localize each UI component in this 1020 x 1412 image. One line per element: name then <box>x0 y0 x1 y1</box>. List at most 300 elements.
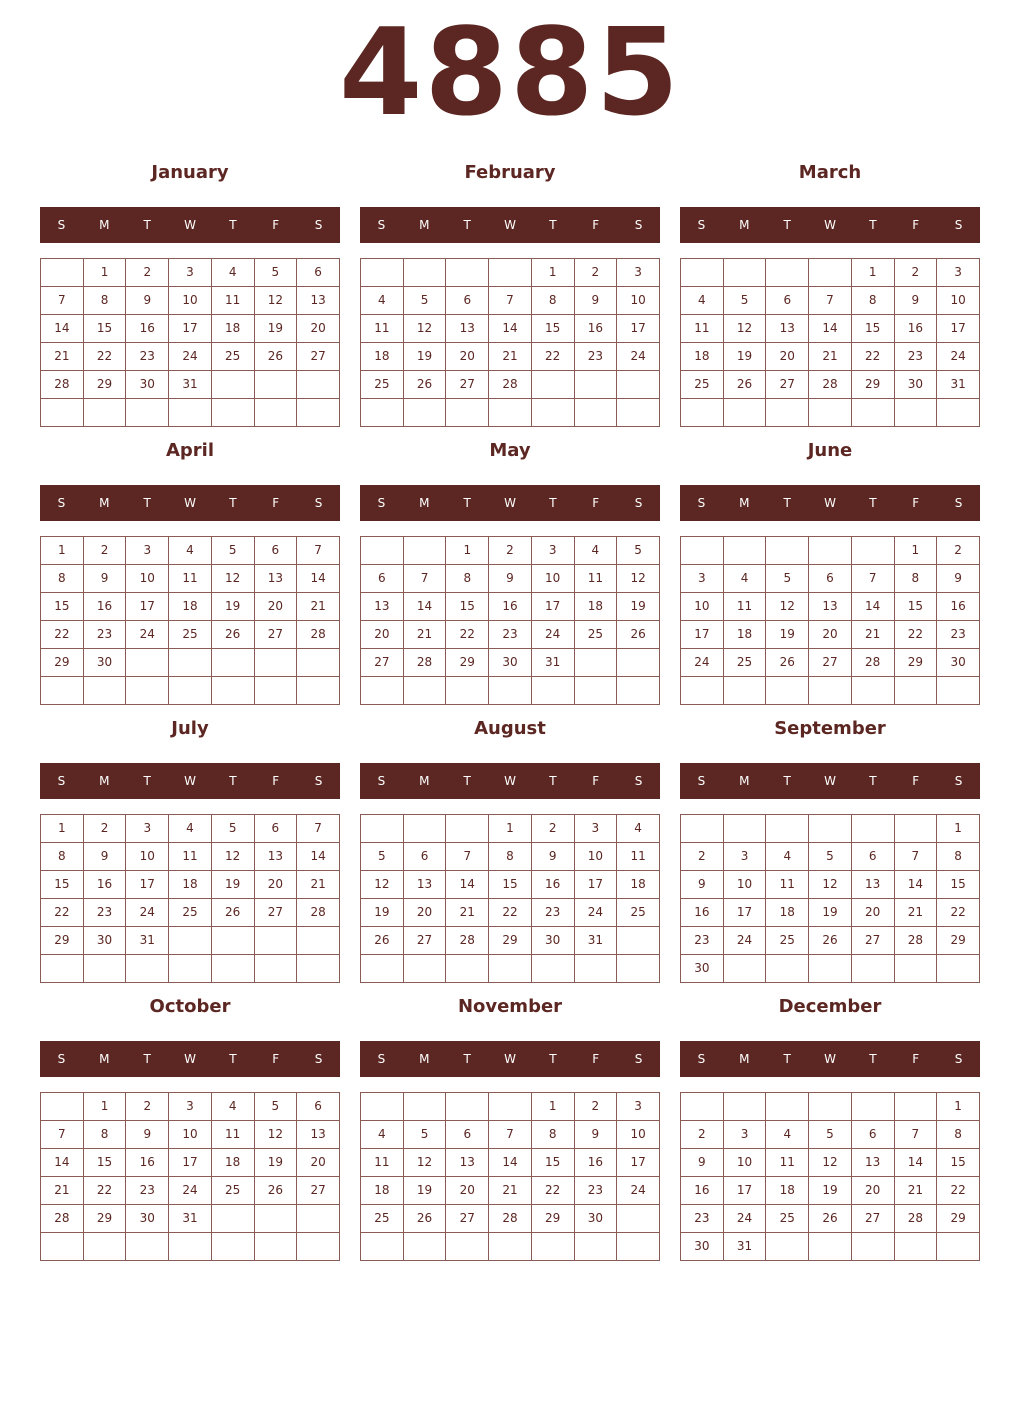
day-cell <box>41 677 84 705</box>
day-cell: 21 <box>851 621 894 649</box>
day-cell: 1 <box>851 259 894 287</box>
day-cell <box>297 371 340 399</box>
day-cell: 1 <box>894 537 937 565</box>
day-cell <box>83 677 126 705</box>
week-row <box>681 899 980 927</box>
day-cell: 23 <box>126 1177 169 1205</box>
day-cell: 28 <box>446 927 489 955</box>
weekday-label: T <box>143 1052 151 1066</box>
week-row <box>41 1093 340 1121</box>
month-april <box>40 438 340 708</box>
day-cell: 23 <box>681 927 724 955</box>
day-cell: 29 <box>83 1205 126 1233</box>
day-cell: 7 <box>297 537 340 565</box>
day-cell: 12 <box>211 565 254 593</box>
day-cell <box>297 927 340 955</box>
day-cell <box>254 371 297 399</box>
day-cell <box>894 677 937 705</box>
day-cell <box>254 649 297 677</box>
day-cell: 31 <box>723 1233 766 1261</box>
weekday-label: S <box>57 1052 66 1066</box>
day-cell: 24 <box>126 899 169 927</box>
day-cell: 2 <box>531 815 574 843</box>
weekday-header <box>360 485 660 521</box>
weekday-label: F <box>272 496 280 510</box>
day-cell <box>851 399 894 427</box>
day-cell: 5 <box>403 1121 446 1149</box>
day-grid <box>360 536 660 705</box>
year-title: 4885 <box>339 4 681 143</box>
day-cell: 19 <box>809 1177 852 1205</box>
week-row <box>41 1233 340 1261</box>
day-cell: 5 <box>254 1093 297 1121</box>
day-cell: 16 <box>126 1149 169 1177</box>
day-cell: 15 <box>937 1149 980 1177</box>
week-row <box>361 1121 660 1149</box>
day-cell: 25 <box>169 621 212 649</box>
weekday-label: T <box>143 496 151 510</box>
day-cell: 14 <box>41 315 84 343</box>
day-cell: 3 <box>937 259 980 287</box>
day-cell <box>809 1233 852 1261</box>
day-cell: 16 <box>681 899 724 927</box>
weekday-label: S <box>377 218 386 232</box>
day-cell: 15 <box>489 871 532 899</box>
day-cell <box>681 399 724 427</box>
day-cell <box>617 371 660 399</box>
day-cell <box>83 955 126 983</box>
day-cell: 24 <box>681 649 724 677</box>
day-cell: 15 <box>83 315 126 343</box>
day-cell: 17 <box>681 621 724 649</box>
day-cell: 27 <box>403 927 446 955</box>
day-cell: 8 <box>446 565 489 593</box>
day-cell: 11 <box>361 315 404 343</box>
day-cell: 17 <box>126 871 169 899</box>
weekday-label: S <box>57 774 66 788</box>
day-cell <box>723 677 766 705</box>
day-grid <box>360 258 660 427</box>
day-cell: 5 <box>211 815 254 843</box>
day-grid <box>360 1092 660 1261</box>
weekday-label: F <box>592 774 600 788</box>
day-cell <box>446 259 489 287</box>
day-cell: 8 <box>937 1121 980 1149</box>
week-row <box>41 843 340 871</box>
day-cell: 16 <box>531 871 574 899</box>
day-cell: 30 <box>574 1205 617 1233</box>
day-cell <box>851 815 894 843</box>
day-cell: 17 <box>574 871 617 899</box>
day-cell: 24 <box>169 343 212 371</box>
weekday-label: F <box>272 218 280 232</box>
week-row <box>361 621 660 649</box>
weekday-label: S <box>697 774 706 788</box>
day-cell: 26 <box>617 621 660 649</box>
day-cell: 2 <box>681 1121 724 1149</box>
day-cell <box>41 1093 84 1121</box>
day-cell <box>851 537 894 565</box>
week-row <box>361 399 660 427</box>
day-cell <box>403 537 446 565</box>
day-cell: 2 <box>574 259 617 287</box>
day-cell: 30 <box>126 371 169 399</box>
day-cell: 2 <box>894 259 937 287</box>
day-cell <box>617 955 660 983</box>
day-cell <box>361 399 404 427</box>
day-cell: 30 <box>531 927 574 955</box>
day-grid <box>40 258 340 427</box>
day-cell: 3 <box>126 537 169 565</box>
day-cell <box>617 1205 660 1233</box>
day-cell: 10 <box>723 871 766 899</box>
day-cell <box>574 1233 617 1261</box>
day-cell: 2 <box>574 1093 617 1121</box>
day-cell <box>297 1205 340 1233</box>
weekday-label: T <box>783 218 791 232</box>
day-cell: 21 <box>489 1177 532 1205</box>
day-cell: 7 <box>41 287 84 315</box>
day-cell <box>531 371 574 399</box>
day-cell <box>211 927 254 955</box>
day-cell: 13 <box>446 1149 489 1177</box>
day-cell: 18 <box>766 1177 809 1205</box>
day-cell: 6 <box>254 815 297 843</box>
day-cell <box>211 1233 254 1261</box>
day-cell: 16 <box>83 871 126 899</box>
day-cell: 10 <box>937 287 980 315</box>
day-cell: 1 <box>937 1093 980 1121</box>
weekday-label: S <box>377 774 386 788</box>
weekday-label: T <box>229 496 237 510</box>
month-name: February <box>464 162 556 183</box>
day-cell: 21 <box>809 343 852 371</box>
weekday-label: M <box>419 218 430 232</box>
day-cell: 16 <box>489 593 532 621</box>
day-cell <box>403 259 446 287</box>
weekday-header <box>40 207 340 243</box>
day-cell: 26 <box>723 371 766 399</box>
month-january <box>40 160 340 430</box>
day-cell <box>361 1233 404 1261</box>
week-row <box>41 287 340 315</box>
day-cell: 24 <box>723 1205 766 1233</box>
day-cell: 15 <box>41 593 84 621</box>
weekday-label: F <box>592 496 600 510</box>
day-cell: 29 <box>851 371 894 399</box>
weekday-label: W <box>504 1052 516 1066</box>
day-cell: 13 <box>254 565 297 593</box>
day-cell: 29 <box>446 649 489 677</box>
day-cell: 28 <box>489 1205 532 1233</box>
day-cell <box>617 927 660 955</box>
day-cell: 24 <box>126 621 169 649</box>
day-cell: 20 <box>297 1149 340 1177</box>
week-row <box>41 1177 340 1205</box>
day-cell: 22 <box>83 1177 126 1205</box>
day-cell: 14 <box>297 843 340 871</box>
day-cell <box>681 537 724 565</box>
week-row <box>681 593 980 621</box>
month-november <box>360 994 660 1264</box>
day-cell: 21 <box>403 621 446 649</box>
day-cell: 2 <box>83 537 126 565</box>
week-row <box>361 1093 660 1121</box>
weekday-label: S <box>314 774 323 788</box>
day-cell: 4 <box>361 287 404 315</box>
weekday-label: S <box>697 1052 706 1066</box>
week-row <box>681 1205 980 1233</box>
day-cell: 25 <box>169 899 212 927</box>
weekday-label: W <box>504 218 516 232</box>
day-cell: 6 <box>766 287 809 315</box>
day-cell: 17 <box>169 1149 212 1177</box>
day-cell <box>851 955 894 983</box>
day-cell: 28 <box>894 927 937 955</box>
day-cell <box>489 1093 532 1121</box>
weekday-header <box>360 207 660 243</box>
day-cell <box>894 1093 937 1121</box>
day-cell: 26 <box>403 371 446 399</box>
day-cell: 29 <box>41 649 84 677</box>
day-cell: 9 <box>83 843 126 871</box>
week-row <box>41 927 340 955</box>
day-grid <box>40 814 340 983</box>
day-cell: 18 <box>766 899 809 927</box>
month-name: May <box>489 440 531 461</box>
week-row <box>681 315 980 343</box>
week-row <box>681 649 980 677</box>
week-row <box>681 565 980 593</box>
day-cell: 7 <box>489 287 532 315</box>
day-cell <box>254 1205 297 1233</box>
day-cell: 9 <box>126 287 169 315</box>
weekday-label: W <box>184 1052 196 1066</box>
weekday-label: F <box>272 1052 280 1066</box>
month-name: July <box>171 718 209 739</box>
weekday-label: S <box>314 496 323 510</box>
week-row <box>681 843 980 871</box>
day-cell: 25 <box>361 371 404 399</box>
day-cell: 19 <box>254 1149 297 1177</box>
day-cell <box>617 649 660 677</box>
day-cell: 23 <box>937 621 980 649</box>
day-cell <box>574 677 617 705</box>
day-cell <box>403 399 446 427</box>
weekday-label: S <box>314 218 323 232</box>
day-cell: 4 <box>681 287 724 315</box>
day-cell <box>723 537 766 565</box>
day-cell: 3 <box>681 565 724 593</box>
week-row <box>361 565 660 593</box>
day-cell <box>894 955 937 983</box>
weekday-label: T <box>783 774 791 788</box>
day-cell: 30 <box>681 955 724 983</box>
weekday-header <box>680 1041 980 1077</box>
day-cell: 21 <box>446 899 489 927</box>
day-cell: 27 <box>851 927 894 955</box>
month-name: March <box>798 162 862 183</box>
day-cell <box>297 399 340 427</box>
weekday-label: S <box>697 496 706 510</box>
day-cell <box>126 1233 169 1261</box>
day-cell: 18 <box>617 871 660 899</box>
day-cell: 5 <box>809 843 852 871</box>
day-cell <box>723 815 766 843</box>
day-cell <box>297 955 340 983</box>
day-cell: 28 <box>41 1205 84 1233</box>
day-cell: 13 <box>851 1149 894 1177</box>
day-cell <box>766 259 809 287</box>
day-cell <box>723 259 766 287</box>
day-cell <box>489 955 532 983</box>
month-september <box>680 716 980 986</box>
day-cell <box>766 1093 809 1121</box>
day-cell: 7 <box>851 565 894 593</box>
week-row <box>361 843 660 871</box>
day-cell: 11 <box>361 1149 404 1177</box>
day-cell: 18 <box>211 315 254 343</box>
week-row <box>361 593 660 621</box>
weekday-label: S <box>634 218 643 232</box>
day-cell: 3 <box>723 843 766 871</box>
day-cell: 22 <box>937 1177 980 1205</box>
day-cell: 12 <box>211 843 254 871</box>
day-cell: 20 <box>851 899 894 927</box>
weekday-label: M <box>99 1052 110 1066</box>
day-cell: 4 <box>617 815 660 843</box>
weekday-label: M <box>739 774 750 788</box>
day-cell <box>361 677 404 705</box>
day-cell: 29 <box>83 371 126 399</box>
weekday-label: T <box>229 1052 237 1066</box>
day-cell: 30 <box>489 649 532 677</box>
week-row <box>41 815 340 843</box>
day-cell: 31 <box>169 371 212 399</box>
weekday-label: T <box>549 218 557 232</box>
day-cell <box>489 259 532 287</box>
month-name: January <box>151 162 229 183</box>
day-cell: 12 <box>766 593 809 621</box>
day-cell: 26 <box>211 621 254 649</box>
day-cell <box>617 677 660 705</box>
day-cell: 18 <box>211 1149 254 1177</box>
day-cell: 19 <box>403 343 446 371</box>
day-cell: 25 <box>681 371 724 399</box>
day-cell: 29 <box>41 927 84 955</box>
day-cell: 27 <box>851 1205 894 1233</box>
day-cell: 8 <box>489 843 532 871</box>
day-cell <box>851 1093 894 1121</box>
day-cell: 8 <box>41 565 84 593</box>
day-cell: 2 <box>681 843 724 871</box>
day-cell: 4 <box>723 565 766 593</box>
day-cell: 13 <box>809 593 852 621</box>
week-row <box>681 871 980 899</box>
day-cell: 11 <box>681 315 724 343</box>
weekday-label: M <box>419 496 430 510</box>
weekday-label: W <box>184 496 196 510</box>
day-cell: 24 <box>531 621 574 649</box>
day-cell: 13 <box>361 593 404 621</box>
day-cell: 28 <box>809 371 852 399</box>
day-cell: 9 <box>574 287 617 315</box>
weekday-label: T <box>869 496 877 510</box>
weekday-label: M <box>739 496 750 510</box>
day-cell: 12 <box>361 871 404 899</box>
day-cell <box>254 927 297 955</box>
day-cell: 6 <box>851 843 894 871</box>
day-cell: 8 <box>83 287 126 315</box>
day-cell <box>766 815 809 843</box>
day-cell: 22 <box>446 621 489 649</box>
day-cell: 9 <box>83 565 126 593</box>
weekday-label: T <box>549 1052 557 1066</box>
day-cell: 29 <box>894 649 937 677</box>
weekday-header <box>680 485 980 521</box>
weekday-label: W <box>184 218 196 232</box>
day-cell: 18 <box>169 593 212 621</box>
day-cell: 26 <box>766 649 809 677</box>
day-cell: 23 <box>574 1177 617 1205</box>
weekday-label: T <box>463 1052 471 1066</box>
week-row <box>41 343 340 371</box>
day-cell: 21 <box>489 343 532 371</box>
month-name: June <box>807 440 853 461</box>
week-row <box>361 1233 660 1261</box>
weekday-label: S <box>697 218 706 232</box>
day-cell: 11 <box>766 871 809 899</box>
day-cell: 24 <box>937 343 980 371</box>
day-cell: 15 <box>851 315 894 343</box>
day-cell: 17 <box>531 593 574 621</box>
day-cell <box>446 815 489 843</box>
week-row <box>41 871 340 899</box>
day-cell: 20 <box>851 1177 894 1205</box>
week-row <box>681 399 980 427</box>
week-row <box>41 649 340 677</box>
weekday-label: F <box>912 774 920 788</box>
day-cell: 9 <box>489 565 532 593</box>
day-cell: 4 <box>211 1093 254 1121</box>
month-december <box>680 994 980 1264</box>
day-cell: 19 <box>211 871 254 899</box>
day-cell: 13 <box>403 871 446 899</box>
day-cell <box>446 677 489 705</box>
day-cell <box>937 1233 980 1261</box>
day-cell: 15 <box>83 1149 126 1177</box>
day-cell: 17 <box>169 315 212 343</box>
day-cell: 27 <box>361 649 404 677</box>
day-cell: 25 <box>574 621 617 649</box>
week-row <box>361 1205 660 1233</box>
day-cell: 15 <box>894 593 937 621</box>
day-cell: 5 <box>766 565 809 593</box>
day-cell <box>254 955 297 983</box>
day-cell <box>169 399 212 427</box>
day-cell <box>489 677 532 705</box>
day-cell: 16 <box>894 315 937 343</box>
week-row <box>41 1205 340 1233</box>
day-cell <box>211 399 254 427</box>
weekday-header <box>360 763 660 799</box>
week-row <box>41 621 340 649</box>
day-cell: 28 <box>297 621 340 649</box>
day-cell: 25 <box>766 927 809 955</box>
weekday-label: S <box>634 1052 643 1066</box>
weekday-label: M <box>739 1052 750 1066</box>
weekday-label: W <box>824 774 836 788</box>
